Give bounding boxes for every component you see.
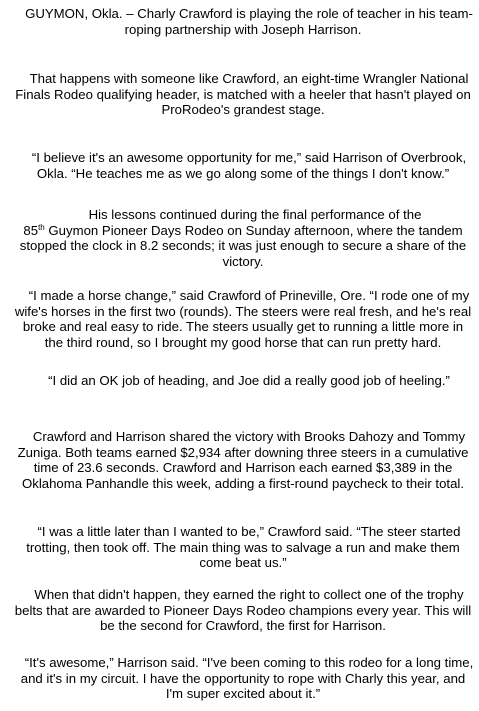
paragraph-quote — [12, 150, 474, 181]
paragraph-text: “It's awesome,” Harrison said. “I've been coming to this rodeo for a long time, and it's in my circuit. I have the opportunity to rope with Charly this year, and I'm super excited about it.” — [20, 655, 474, 702]
paragraph-text: “I made a horse change,” said Crawford of Prineville, Ore. “I rode one of my wife's horses in the first two (rounds). The steers were real fresh, and he's real broke and real easy to ride. The steers usually get to running a little more in the third round, so I brought my good horse that can run pretty hard. — [14, 288, 472, 350]
ordinal-suffix: th — [38, 222, 45, 232]
paragraph-dateline — [12, 6, 474, 37]
paragraph — [12, 71, 474, 118]
paragraph-quote — [12, 288, 474, 350]
paragraph-text: His lessons continued during the final performance of the — [88, 207, 422, 222]
paragraph-text: “I was a little later than I wanted to be,” Crawford said. “The steer started trotting, then took off. The main thing was to salvage a run and make them come beat us.” — [26, 524, 461, 571]
paragraph-text: “I believe it's an awesome opportunity for me,” said Harrison of Overbrook, Okla. “He teaches me as we go along some of the things I don't know.” — [31, 150, 467, 181]
paragraph — [12, 587, 474, 634]
paragraph-quote — [12, 373, 474, 389]
ordinal-number: 85 — [23, 222, 39, 238]
paragraph-text: Crawford and Harrison shared the victory with Brooks Dahozy and Tommy Zuniga. Both teams earned $2,934 after downing three steers in a cumulative time of 23.6 seconds. Crawford and Harrison each earned $3,389 in the Oklahoma Panhandle this week, adding a first-round paycheck to their total. — [17, 429, 469, 491]
paragraph — [12, 207, 474, 269]
paragraph-text: Guymon Pioneer Days Rodeo on Sunday afternoon, where the tandem stopped the clock in 8.2 seconds; it was just enough to secure a share of the victory. — [19, 222, 467, 269]
paragraph-text: GUYMON, Okla. – Charly Crawford is playing the role of teacher in his team-roping partnership with Joseph Harrison. — [25, 6, 473, 37]
paragraph — [12, 429, 474, 491]
paragraph-quote — [12, 524, 474, 571]
paragraph-text: “I did an OK job of heading, and Joe did a really good job of heeling.” — [48, 373, 450, 388]
paragraph-quote — [12, 655, 474, 702]
paragraph-text: When that didn't happen, they earned the right to collect one of the trophy belts that are awarded to Pioneer Days Rodeo champions every year. This will be the second for Crawford, the first for Harrison. — [14, 587, 472, 634]
paragraph-text: That happens with someone like Crawford, an eight-time Wrangler National Finals Rodeo qualifying header, is matched with a heeler that hasn't played on ProRodeo's grandest stage. — [15, 71, 471, 118]
